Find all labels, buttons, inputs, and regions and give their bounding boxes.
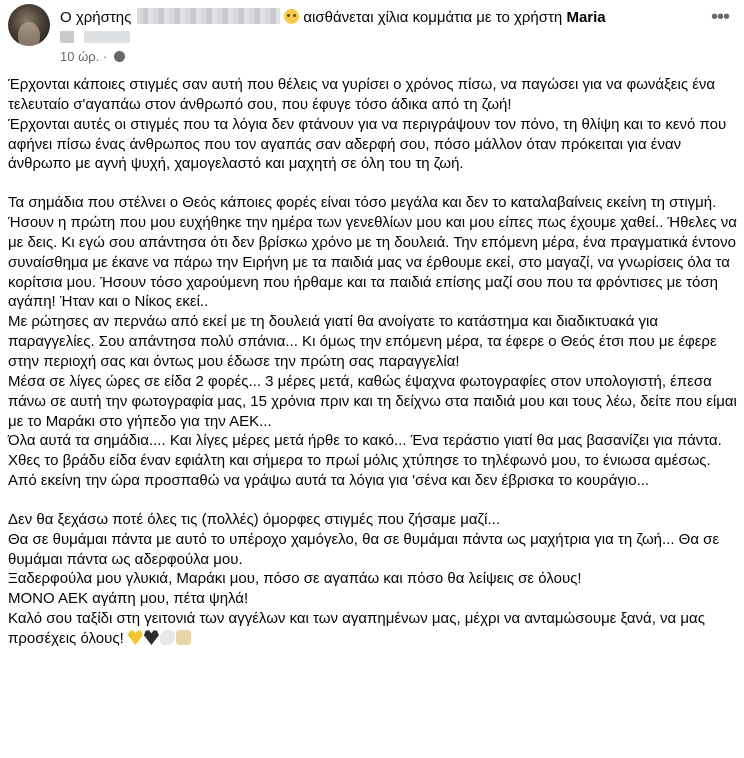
paragraph: ΜΟΝΟ ΑΕΚ αγάπη μου, πέτα ψηλά! [8, 590, 249, 608]
paragraph: Έρχονται κάποιες στιγμές σαν αυτή που θέλεις να γυρίσει ο χρόνος πίσω, να παγώσει για να φωνάξεις ένα τελευταίο σ'αγαπάω στον άνθρωπό σου, που έφυγε τόσο άδικα από τη ζωή! [8, 76, 716, 113]
paragraph: Δεν θα ξεχάσω ποτέ όλες τις (πολλές) όμορφες στιγμές που ζήσαμε μαζί... [8, 510, 500, 528]
avatar[interactable] [8, 4, 50, 46]
meta-separator: · [102, 49, 108, 64]
blurred-surname[interactable] [60, 31, 130, 43]
closing-paragraph [8, 609, 738, 649]
paragraph: Θα σε θυμάμαι πάντα με αυτό το υπέροχο χαμόγελο, θα σε θυμάμαι πάντα ως μαχήτρια για τη ζωή... Θα σε θυμάμαι πάντα ως αδερφούλα μου. [8, 530, 720, 568]
yellow-heart-icon [128, 630, 143, 645]
more-options-icon[interactable]: ••• [710, 6, 729, 28]
post-meta [60, 49, 125, 65]
post-header [8, 4, 736, 64]
paragraph: Έρχονται αυτές οι στιγμές που τα λόγια δεν φτάνουν για να περιγράψουν τον πόνο, τη θλίψη και το κενό που αφήνει πίσω ένας άνθρωπος που τον αγαπάς σαν αδερφή σου, πόσο μάλλον όταν πρόκειται για έναν άνθρωπο με αγνή ψυχή, χαμογελαστό και μαχητή σε όλη του τη ζωή. [8, 115, 727, 173]
paragraph: Ήσουν η πρώτη που μου ευχήθηκε την ημέρα των γενεθλίων μου και μου είπες πως έχουμε χαθεί.. Ήθελες να με δεις. Κι εγώ σου απάντησα ότι δεν βρίσκω χρόνο με τη δουλειά. Την επόμενη μέρα, ένα πραγματικά έντονο συναίσθημα με έκανε να πάρω την Ειρήνη με τα παιδιά μας να έρθουμε εκεί, στο μαγαζί, να γνωρίσεις όλα τα κορίτσια μου. Ήσουν τόσο χαρούμενη που ήρθαμε και τα παιδιά επίσης μαζί σου που τα φρόντισες με τόση αγάπη! Ήταν και ο Νίκος εκεί.. [8, 214, 737, 311]
blurred-username[interactable] [137, 8, 280, 24]
dove-icon [160, 630, 175, 645]
closing-text: Καλό σου ταξίδι στη γειτονιά των αγγέλων και των αγαπημένων μας, μέχρι να ανταμώσουμε ξανά, να μας προσέχεις όλους! [8, 610, 705, 647]
post-time-link[interactable]: 10 ώρ. [60, 49, 100, 64]
black-heart-icon [144, 630, 159, 645]
paragraph: Χθες το βράδυ είδα έναν εφιάλτη και σήμερα το πρωί μόλις χτύπησε το τηλέφωνό μου, το ένιωσα αμέσως. Από εκείνη την ώρα προσπαθώ να γράψω αυτά τα λόγια για 'σένα και δεν έβρισκα το κουράγιο... [8, 452, 711, 490]
post-body [8, 75, 738, 649]
scroll-icon [176, 630, 191, 645]
header-line [60, 8, 680, 48]
paragraph: Τα σημάδια που στέλνει ο Θεός κάποιες φορές είναι τόσο μεγάλα και δεν το καταλαβαίνεις εκείνη τη στιγμή. [8, 194, 717, 212]
paragraph: Όλα αυτά τα σημάδια.... Και λίγες μέρες μετά ήρθε το κακό... Ένα τεράστιο γιατί θα μας βασανίζει για πάντα. [8, 432, 722, 450]
paragraph: Ξαδερφούλα μου γλυκιά, Μαράκι μου, πόσο σε αγαπάω και πόσο θα λείψεις σε όλους! [8, 570, 582, 588]
header-prefix: Ο χρήστης [60, 9, 132, 26]
paragraph: Με ρώτησες αν περνάω από εκεί με τη δουλειά γιατί θα ανοίγατε το κατάστημα και διαδικτυακά για παραγγελίες. Σου απάντησα πολύ σπάνια... Κι όμως την επόμενη μέρα, τα έφερε ο Θεός έτσι που με έφερε στην περιοχή σας και όντως μου έδωσε την πρώτη σας παραγγελία! [8, 313, 717, 370]
paragraph: Μέσα σε λίγες ώρες σε είδα 2 φορές... 3 μέρες μετά, καθώς έψαχνα φωτογραφίες στον υπολογιστή, έπεσα πάνω σε αυτή την φωτογραφία μας, 15 χρόνια πριν και τη δείχνω στα παιδιά μου και τους λέω, δείτε που είμαι με το Μαράκι στο γήπεδο για την ΑΕΚ... [8, 372, 737, 430]
globe-icon[interactable] [114, 51, 125, 62]
feeling-text: αισθάνεται χίλια κομμάτια με το χρήστη [303, 9, 563, 26]
pleading-face-emoji-icon [284, 9, 299, 24]
tagged-user-link[interactable]: Maria [566, 9, 606, 26]
